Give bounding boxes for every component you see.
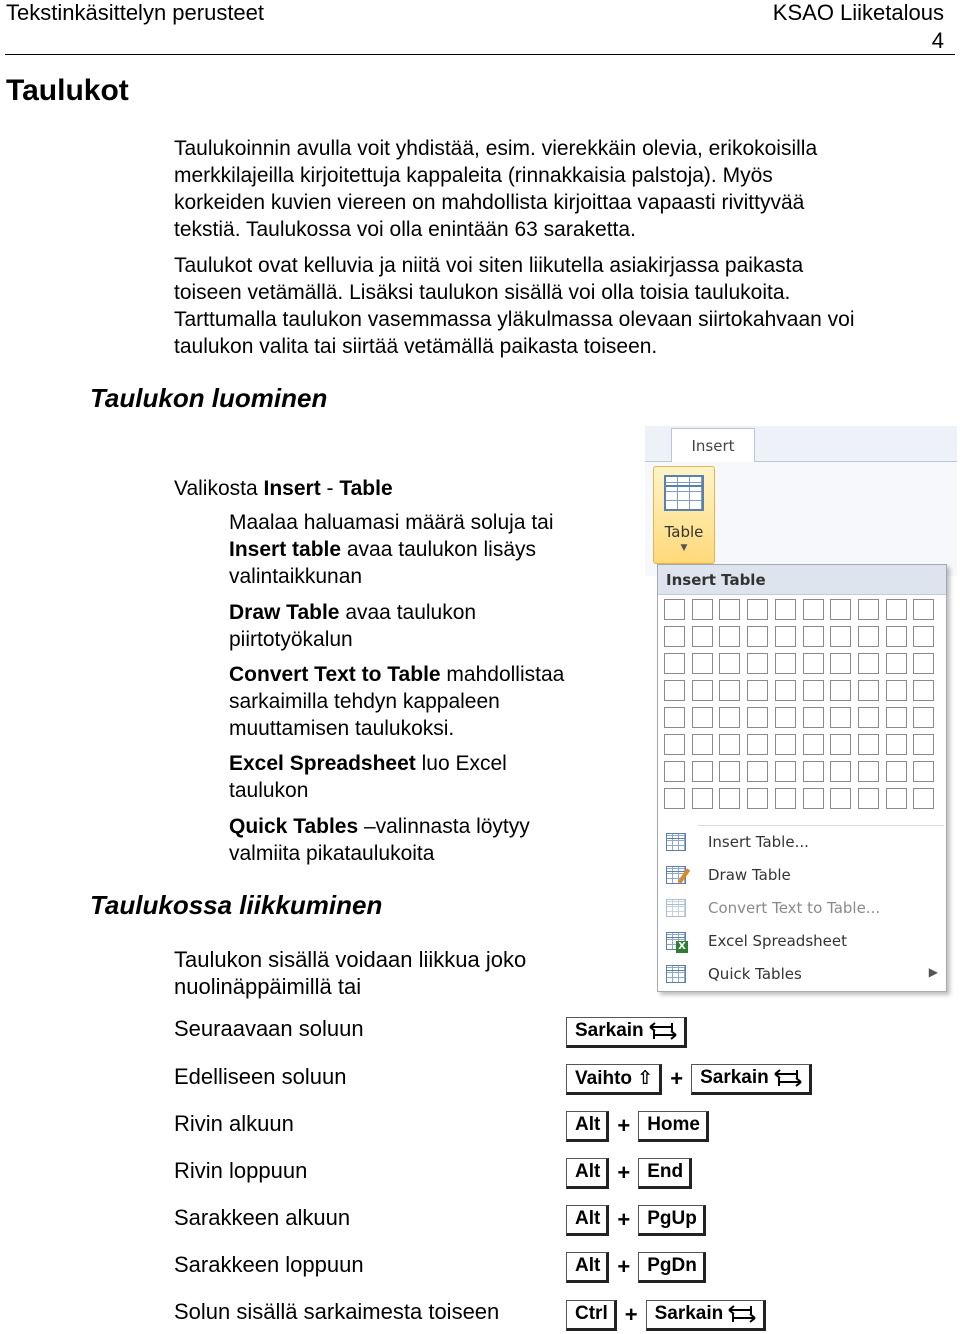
- grid-cell[interactable]: [719, 653, 740, 674]
- item-line: taulukon: [229, 779, 309, 802]
- section2-intro-line: nuolinäppäimillä tai: [174, 974, 362, 999]
- grid-cell[interactable]: [830, 599, 851, 620]
- item-line: muuttamisen taulukoksi.: [229, 717, 455, 740]
- grid-cell[interactable]: [830, 680, 851, 701]
- grid-cell[interactable]: [886, 734, 907, 755]
- item-text: avaa taulukon lisäys: [341, 538, 536, 561]
- intro-line: toiseen vetämällä. Lisäksi taulukon sisällä voi olla toisia taulukoita.: [174, 281, 791, 304]
- grid-cell[interactable]: [913, 707, 934, 728]
- grid-cell[interactable]: [747, 788, 768, 809]
- grid-cell[interactable]: [886, 680, 907, 701]
- item-bold: Excel Spreadsheet: [229, 752, 416, 775]
- item-line: valmiita pikataulukoita: [229, 842, 435, 865]
- tab-key-icon: [773, 1068, 803, 1088]
- grid-cell[interactable]: [692, 734, 713, 755]
- intro-line: Tarttumalla taulukon vasemmassa yläkulmassa olevaan siirtokahvaan voi: [174, 308, 855, 331]
- excel-glyph: X: [676, 941, 688, 953]
- shortcut-label: Rivin loppuun: [174, 1158, 308, 1183]
- grid-cell[interactable]: [692, 680, 713, 701]
- grid-cell[interactable]: [747, 680, 768, 701]
- key-label: Sarkain: [654, 1303, 724, 1324]
- menu-item-excel-spreadsheet[interactable]: [658, 926, 946, 958]
- key-ctrl: Ctrl: [566, 1300, 617, 1331]
- grid-cell[interactable]: [747, 626, 768, 647]
- quick-tables-icon: [666, 965, 686, 983]
- header-rule: [5, 54, 955, 55]
- key-sarkain: [566, 1017, 687, 1048]
- grid-cell[interactable]: [664, 626, 685, 647]
- item-text: mahdollistaa: [440, 663, 565, 686]
- grid-cell[interactable]: [858, 599, 879, 620]
- grid-cell[interactable]: [775, 707, 796, 728]
- menu-path-insert: Insert: [263, 477, 321, 500]
- header-right: KSAO Liiketalous: [772, 0, 944, 25]
- key-alt: Alt: [566, 1111, 609, 1142]
- grid-cell[interactable]: [747, 707, 768, 728]
- grid-cell[interactable]: [913, 761, 934, 782]
- grid-cell[interactable]: [803, 761, 824, 782]
- grid-cell[interactable]: [775, 653, 796, 674]
- grid-cell[interactable]: [692, 626, 713, 647]
- grid-cell[interactable]: [803, 653, 824, 674]
- grid-cell[interactable]: [803, 599, 824, 620]
- grid-cell[interactable]: [830, 761, 851, 782]
- grid-cell[interactable]: [692, 761, 713, 782]
- key-pgdn: PgDn: [638, 1252, 706, 1283]
- menu-path: [174, 475, 393, 502]
- grid-cell[interactable]: [664, 599, 685, 620]
- excel-spreadsheet-icon: [666, 932, 686, 950]
- grid-cell[interactable]: [775, 626, 796, 647]
- shortcut-keys: [566, 1110, 709, 1142]
- grid-cell[interactable]: [692, 653, 713, 674]
- grid-cell[interactable]: [719, 734, 740, 755]
- plus-sign: +: [624, 1302, 638, 1327]
- menu-item-label: Draw Table: [708, 866, 791, 884]
- shortcut-keys: [566, 1204, 706, 1236]
- menu-item-convert-text[interactable]: [658, 893, 946, 925]
- grid-cell[interactable]: [858, 680, 879, 701]
- menu-item-label: Excel Spreadsheet: [708, 932, 847, 950]
- grid-cell[interactable]: [692, 788, 713, 809]
- shortcut-label: Rivin alkuun: [174, 1111, 294, 1136]
- grid-cell[interactable]: [775, 680, 796, 701]
- grid-cell[interactable]: [692, 599, 713, 620]
- draw-table-icon: [666, 866, 686, 884]
- shortcut-label: Sarakkeen loppuun: [174, 1252, 364, 1277]
- grid-cell[interactable]: [886, 707, 907, 728]
- key-alt: Alt: [566, 1205, 609, 1236]
- grid-cell[interactable]: [719, 680, 740, 701]
- plus-sign: +: [617, 1207, 631, 1232]
- shortcut-label: Seuraavaan soluun: [174, 1016, 364, 1041]
- grid-cell[interactable]: [886, 653, 907, 674]
- grid-cell[interactable]: [913, 653, 934, 674]
- ribbon-screenshot: [645, 426, 957, 996]
- item-bold: Draw Table: [229, 601, 340, 624]
- menu-header: Insert Table: [658, 565, 946, 595]
- intro-line: Taulukot ovat kelluvia ja niitä voi siten liikutella asiakirjassa paikasta: [174, 254, 804, 277]
- grid-cell[interactable]: [692, 707, 713, 728]
- item-line: [229, 536, 536, 563]
- grid-cell[interactable]: [803, 734, 824, 755]
- page-number: 4: [931, 28, 944, 53]
- grid-cell[interactable]: [747, 734, 768, 755]
- menu-path-prefix: Valikosta: [174, 477, 264, 500]
- shortcut-label: Edelliseen soluun: [174, 1064, 347, 1089]
- grid-cell[interactable]: [886, 599, 907, 620]
- grid-cell[interactable]: [858, 707, 879, 728]
- item-bold: Convert Text to Table: [229, 663, 441, 686]
- key-alt: Alt: [566, 1158, 609, 1189]
- grid-cell[interactable]: [913, 788, 934, 809]
- key-alt: Alt: [566, 1252, 609, 1283]
- grid-cell[interactable]: [803, 707, 824, 728]
- item-line: [229, 599, 476, 626]
- shortcut-keys: [566, 1016, 687, 1048]
- grid-cell[interactable]: [830, 788, 851, 809]
- item-text: avaa taulukon: [339, 601, 477, 624]
- grid-cell[interactable]: [775, 599, 796, 620]
- grid-cell[interactable]: [830, 626, 851, 647]
- intro-line: korkeiden kuvien viereen on mahdollista kirjoittaa vapaasti rivittyvää: [174, 191, 805, 214]
- grid-cell[interactable]: [775, 761, 796, 782]
- tab-key-icon: [727, 1304, 757, 1324]
- item-text: luo Excel: [415, 752, 507, 775]
- grid-cell[interactable]: [886, 761, 907, 782]
- grid-cell[interactable]: [803, 626, 824, 647]
- key-sarkain: [646, 1300, 767, 1331]
- grid-cell[interactable]: [803, 680, 824, 701]
- intro-line: tekstiä. Taulukossa voi olla enintään 63 saraketta.: [174, 218, 636, 241]
- shortcut-keys: [566, 1251, 706, 1283]
- grid-cell[interactable]: [913, 680, 934, 701]
- plus-sign: +: [617, 1113, 631, 1138]
- grid-cell[interactable]: [858, 788, 879, 809]
- section2-intro-line: Taulukon sisällä voidaan liikkua joko: [174, 947, 527, 972]
- table-button-label: Table: [664, 523, 704, 541]
- menu-path-table: Table: [339, 477, 393, 500]
- grid-cell[interactable]: [858, 626, 879, 647]
- header-left: Tekstinkäsittelyn perusteet: [6, 0, 265, 25]
- table-button[interactable]: [653, 466, 715, 564]
- item-bold: Insert table: [229, 538, 342, 561]
- item-line: piirtotyökalun: [229, 628, 353, 651]
- menu-item-insert-table[interactable]: [658, 827, 946, 859]
- item-bold: Quick Tables: [229, 815, 359, 838]
- shortcut-label: Solun sisällä sarkaimesta toiseen: [174, 1299, 500, 1324]
- grid-cell[interactable]: [719, 626, 740, 647]
- menu-item-label: Convert Text to Table...: [708, 899, 881, 917]
- grid-cell[interactable]: [803, 788, 824, 809]
- grid-cell[interactable]: [719, 788, 740, 809]
- key-home: Home: [638, 1111, 709, 1142]
- section-heading-liikkuminen: Taulukossa liikkuminen: [90, 890, 383, 920]
- grid-cell[interactable]: [830, 734, 851, 755]
- key-sarkain: [691, 1064, 812, 1095]
- grid-cell[interactable]: [664, 788, 685, 809]
- intro-line: taulukon valita tai siirtää vetämällä paikasta toiseen.: [174, 335, 658, 358]
- grid-cell[interactable]: [913, 626, 934, 647]
- grid-cell[interactable]: [775, 788, 796, 809]
- shortcut-label: Sarakkeen alkuun: [174, 1205, 351, 1230]
- pencil-icon: [678, 868, 690, 883]
- grid-cell[interactable]: [664, 707, 685, 728]
- grid-cell[interactable]: [747, 599, 768, 620]
- plus-sign: +: [670, 1066, 684, 1091]
- grid-cell[interactable]: [664, 653, 685, 674]
- plus-sign: +: [617, 1254, 631, 1279]
- menu-item-quick-tables[interactable]: [658, 959, 946, 991]
- item-line: valintaikkunan: [229, 565, 363, 588]
- convert-text-icon: [666, 899, 686, 917]
- shortcut-keys: [566, 1157, 692, 1189]
- insert-table-icon: [666, 833, 686, 851]
- insert-table-menu: [657, 564, 947, 992]
- intro-line: merkkilajeilla kirjoitettuja kappaleita (rinnakkaisia palstoja). Myös: [174, 164, 773, 187]
- menu-item-draw-table[interactable]: [658, 860, 946, 892]
- grid-cell[interactable]: [858, 761, 879, 782]
- grid-cell[interactable]: [664, 734, 685, 755]
- key-label: Sarkain: [700, 1067, 769, 1088]
- grid-cell[interactable]: [719, 761, 740, 782]
- tab-key-icon: [648, 1021, 678, 1041]
- grid-cell[interactable]: [886, 788, 907, 809]
- grid-cell[interactable]: [913, 599, 934, 620]
- menu-separator: [698, 825, 944, 826]
- item-line: [229, 750, 507, 777]
- table-size-grid[interactable]: [664, 599, 942, 815]
- tab-insert[interactable]: Insert: [671, 428, 755, 462]
- dropdown-arrow-icon: ▼: [680, 543, 688, 553]
- grid-cell[interactable]: [775, 734, 796, 755]
- submenu-arrow-icon: ▶: [928, 965, 938, 979]
- plus-sign: +: [617, 1160, 631, 1185]
- grid-cell[interactable]: [719, 707, 740, 728]
- shortcut-keys: [566, 1063, 812, 1095]
- menu-path-sep: -: [320, 477, 340, 500]
- menu-item-label: Quick Tables: [708, 965, 802, 983]
- page-title: Taulukot: [6, 74, 129, 107]
- grid-cell[interactable]: [747, 761, 768, 782]
- grid-cell[interactable]: [830, 653, 851, 674]
- ribbon: [645, 426, 957, 576]
- grid-cell[interactable]: [664, 680, 685, 701]
- menu-item-label: Insert Table...: [708, 833, 809, 851]
- table-icon: [664, 475, 704, 511]
- key-label: Sarkain: [575, 1020, 644, 1041]
- key-vaihto: Vaihto ⇧: [566, 1064, 662, 1095]
- grid-cell[interactable]: [719, 599, 740, 620]
- key-end: End: [638, 1158, 692, 1189]
- grid-cell[interactable]: [886, 626, 907, 647]
- grid-cell[interactable]: [747, 653, 768, 674]
- grid-cell[interactable]: [830, 707, 851, 728]
- grid-cell[interactable]: [664, 761, 685, 782]
- item-line: [229, 813, 530, 840]
- item-line: Maalaa haluamasi määrä soluja tai: [229, 511, 554, 534]
- shortcut-keys: [566, 1299, 766, 1331]
- section-heading-luominen: Taulukon luominen: [90, 383, 328, 413]
- item-text: –valinnasta löytyy: [358, 815, 530, 838]
- item-line: [229, 661, 564, 688]
- grid-cell[interactable]: [858, 734, 879, 755]
- grid-cell[interactable]: [913, 734, 934, 755]
- grid-cell[interactable]: [858, 653, 879, 674]
- item-line: sarkaimilla tehdyn kappaleen: [229, 690, 500, 713]
- key-pgup: PgUp: [638, 1205, 706, 1236]
- intro-line: Taulukoinnin avulla voit yhdistää, esim. vierekkäin olevia, erikokoisilla: [174, 137, 818, 160]
